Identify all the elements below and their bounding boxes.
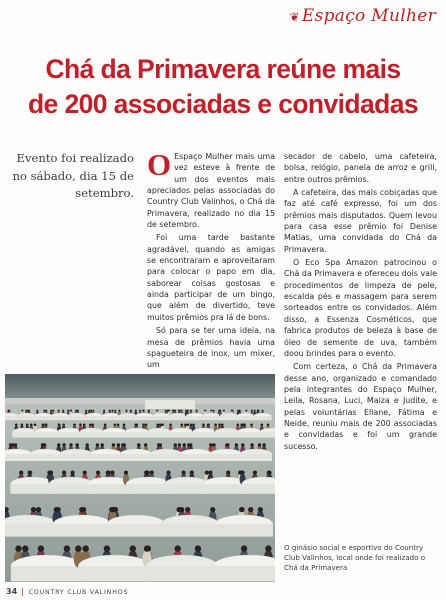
paragraph: Com certeza, o Chá da Primavera desse ano, organizado e comandado pela integrantes do Espaço Mulher, Leila, Rosana, Luci, Maiza e Judite, e pelas voluntárias Eliane, Fátima e Neide, reuniu mais de 200 associadas e convidadas e foi um grande sucesso. [284, 362, 437, 451]
paragraph [147, 147, 275, 230]
article-headline [0, 52, 446, 122]
drop-cap: O [147, 147, 172, 182]
paragraph: O Eco Spa Amazon patrocinou o Chá da Primavera e ofereceu dois vale procedimentos de limpeza de pele, escalda pés e massagem para serem sorteados entre os convidados. Além disso, a Essenza Cosméticos, que fabrica produtos de beleza à base de óleo de semente de uva, também doou brindes para o evento. [284, 258, 437, 358]
page-footer [6, 587, 128, 596]
headline-line-2: de 200 associadas e convidadas [27, 89, 419, 119]
footer-separator: | [21, 587, 25, 596]
headline-line-1: Chá da Primavera reúne mais [45, 54, 401, 84]
photo-caption: O ginásio social e esportivo do Country Club Valinhos, local onde foi realizado o Chá da Primavera [284, 543, 426, 572]
paragraph: Foi uma tarde bastante agradável, quando as amigas se encontraram e aproveitaram para colocar o papo em dia, saborear coisas gostosas e ainda participar de um bingo, que além de divertido, teve muitos prêmios pra lá de bons. [147, 233, 275, 322]
article-column-1 [147, 147, 275, 373]
gymnasium-crowd-image [5, 374, 275, 582]
section-brand-name: Espaço Mulher [301, 6, 436, 26]
section-brand [290, 6, 437, 26]
footer-club-name: COUNTRY CLUB VALINHOS [28, 589, 129, 596]
ornament-icon: ❦ [289, 10, 300, 24]
paragraph-text: Espaço Mulher mais uma vez esteve à frente de um dos eventos mais apreciados pelas associadas do Country Club Valinhos, o Chá da Primavera, realizado no dia 15 de setembro. [147, 152, 275, 230]
event-photo [5, 374, 275, 582]
paragraph: secador de cabelo, uma cafeteira, bolsa, relógio, panela de arroz e grill, entre outros prêmios. [284, 152, 437, 184]
paragraph: A cafeteira, das mais cobiçadas que faz até café expresso, foi um dos prêmios mais disputados. Quem levou para casa esse prêmio foi Denise Matias, uma convidada do Chá da Primavera. [284, 188, 437, 254]
paragraph: Só para se ter uma ideia, na mesa de prêmios havia uma spagueteira de inox, um mixer, um [147, 326, 275, 370]
article-subhead: Evento foi realizado no sábado, dia 15 de setembro. [12, 151, 134, 200]
article-column-2 [284, 151, 437, 454]
page-number: 34 [6, 587, 18, 596]
